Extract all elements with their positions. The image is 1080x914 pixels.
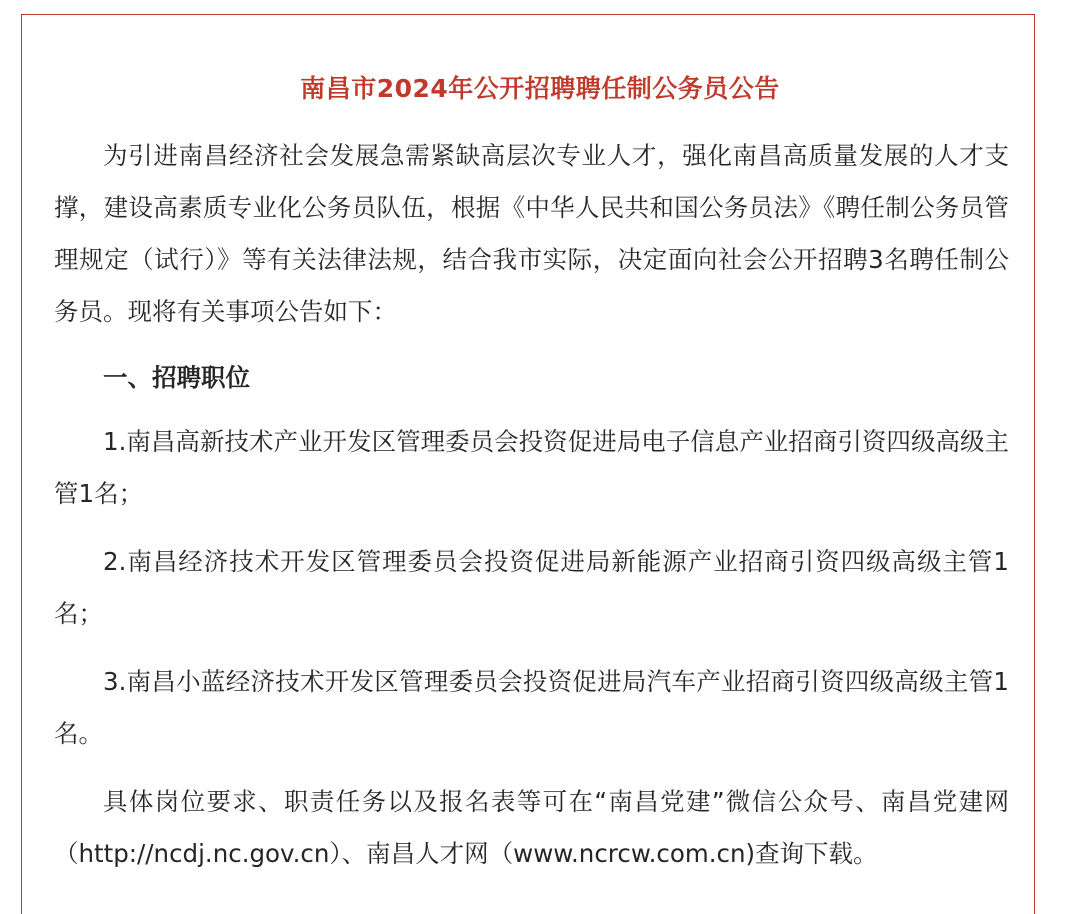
document-body bbox=[54, 130, 1009, 896]
position-item-3: 3.南昌小蓝经济技术开发区管理委员会投资促进局汽车产业招商引资四级高级主管1名。 bbox=[54, 667, 1009, 748]
document-title: 南昌市2024年公开招聘聘任制公务员公告 bbox=[300, 73, 780, 103]
section-heading: 一、招聘职位 bbox=[103, 363, 250, 392]
position-item-1: 1.南昌高新技术产业开发区管理委员会投资促进局电子信息产业招商引资四级高级主管1名； bbox=[54, 427, 1009, 508]
position-item-2: 2.南昌经济技术开发区管理委员会投资促进局新能源产业招商引资四级高级主管1名； bbox=[54, 547, 1009, 628]
download-note-paragraph: 具体岗位要求、职责任务以及报名表等可在“南昌党建”微信公众号、南昌党建网（http://ncdj.nc.gov.cn）、南昌人才网（www.ncrcw.com.cn)查询下载。 bbox=[54, 787, 1009, 868]
intro-paragraph: 为引进南昌经济社会发展急需紧缺高层次专业人才，强化南昌高质量发展的人才支撑，建设高素质专业化公务员队伍，根据《中华人民共和国公务员法》《聘任制公务员管理规定（试行）》等有关法律法规，结合我市实际，决定面向社会公开招聘3名聘任制公务员。现将有关事项公告如下： bbox=[54, 141, 1009, 326]
